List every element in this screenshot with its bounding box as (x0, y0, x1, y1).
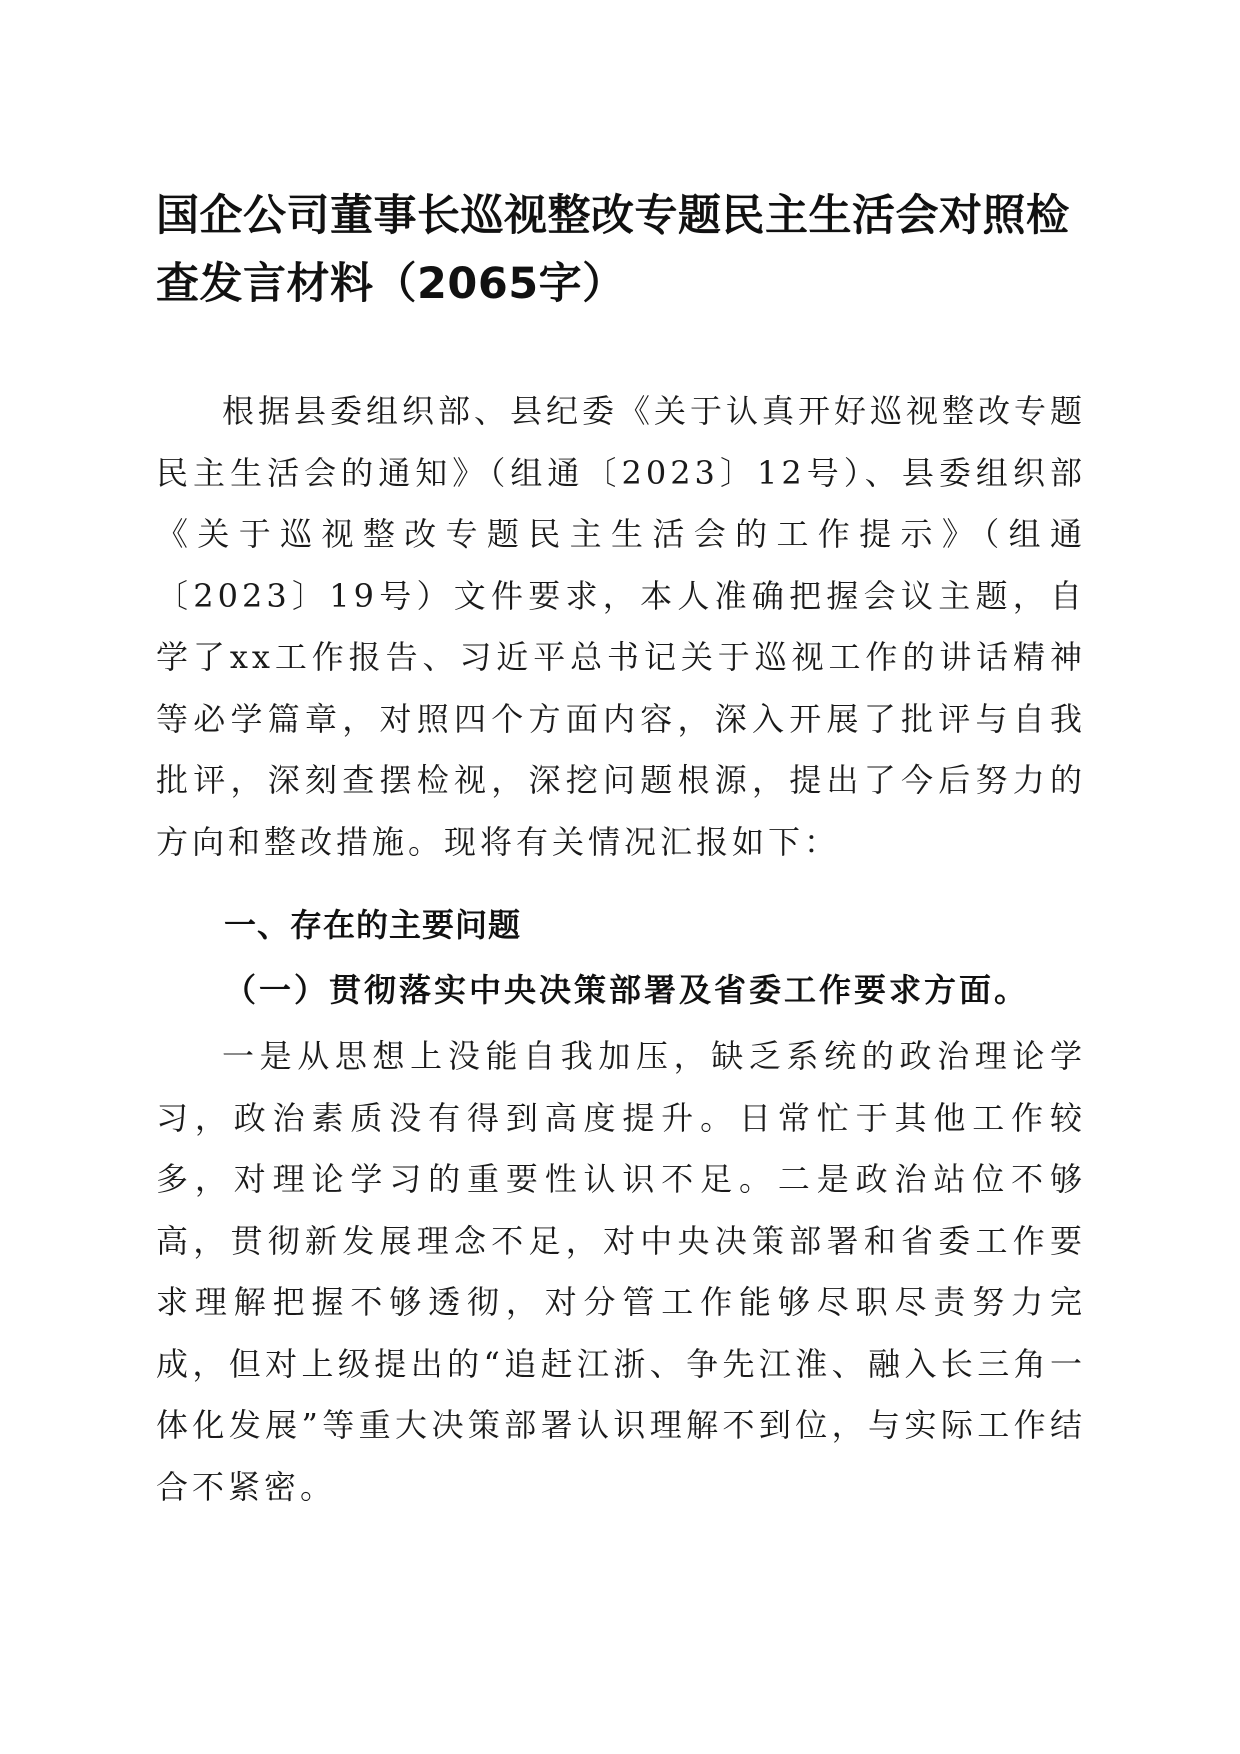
intro-paragraph: 根据县委组织部、县纪委《关于认真开好巡视整改专题民主生活会的通知》（组通〔2023〕12号）、县委组织部《关于巡视整改专题民主生活会的工作提示》（组通〔2023〕19号）文件要求，本人准确把握会议主题，自学了xx工作报告、习近平总书记关于巡视工作的讲话精神等必学篇章，对照四个方面内容，深入开展了批评与自我批评，深刻查摆检视，深挖问题根源，提出了今后努力的方向和整改措施。现将有关情况汇报如下： (156, 392, 1087, 861)
section-heading: 一、存在的主要问题 (224, 906, 522, 944)
document-title: 国企公司董事长巡视整改专题民主生活会对照检查发言材料（2065字） (156, 191, 1070, 309)
subsection-heading: （一）贯彻落实中央决策部署及省委工作要求方面。 (224, 971, 1030, 1009)
issue-paragraph: 一是从思想上没能自我加压，缺乏系统的政治理论学习，政治素质没有得到高度提升。日常忙于其他工作较多，对理论学习的重要性认识不足。二是政治站位不够高，贯彻新发展理念不足，对中央决策部署和省委工作要求理解把握不够透彻，对分管工作能够尽职尽责努力完成，但对上级提出的“追赶江浙、争先江淮、融入长三角一体化发展”等重大决策部署认识理解不到位，与实际工作结合不紧密。 (156, 1037, 1086, 1506)
